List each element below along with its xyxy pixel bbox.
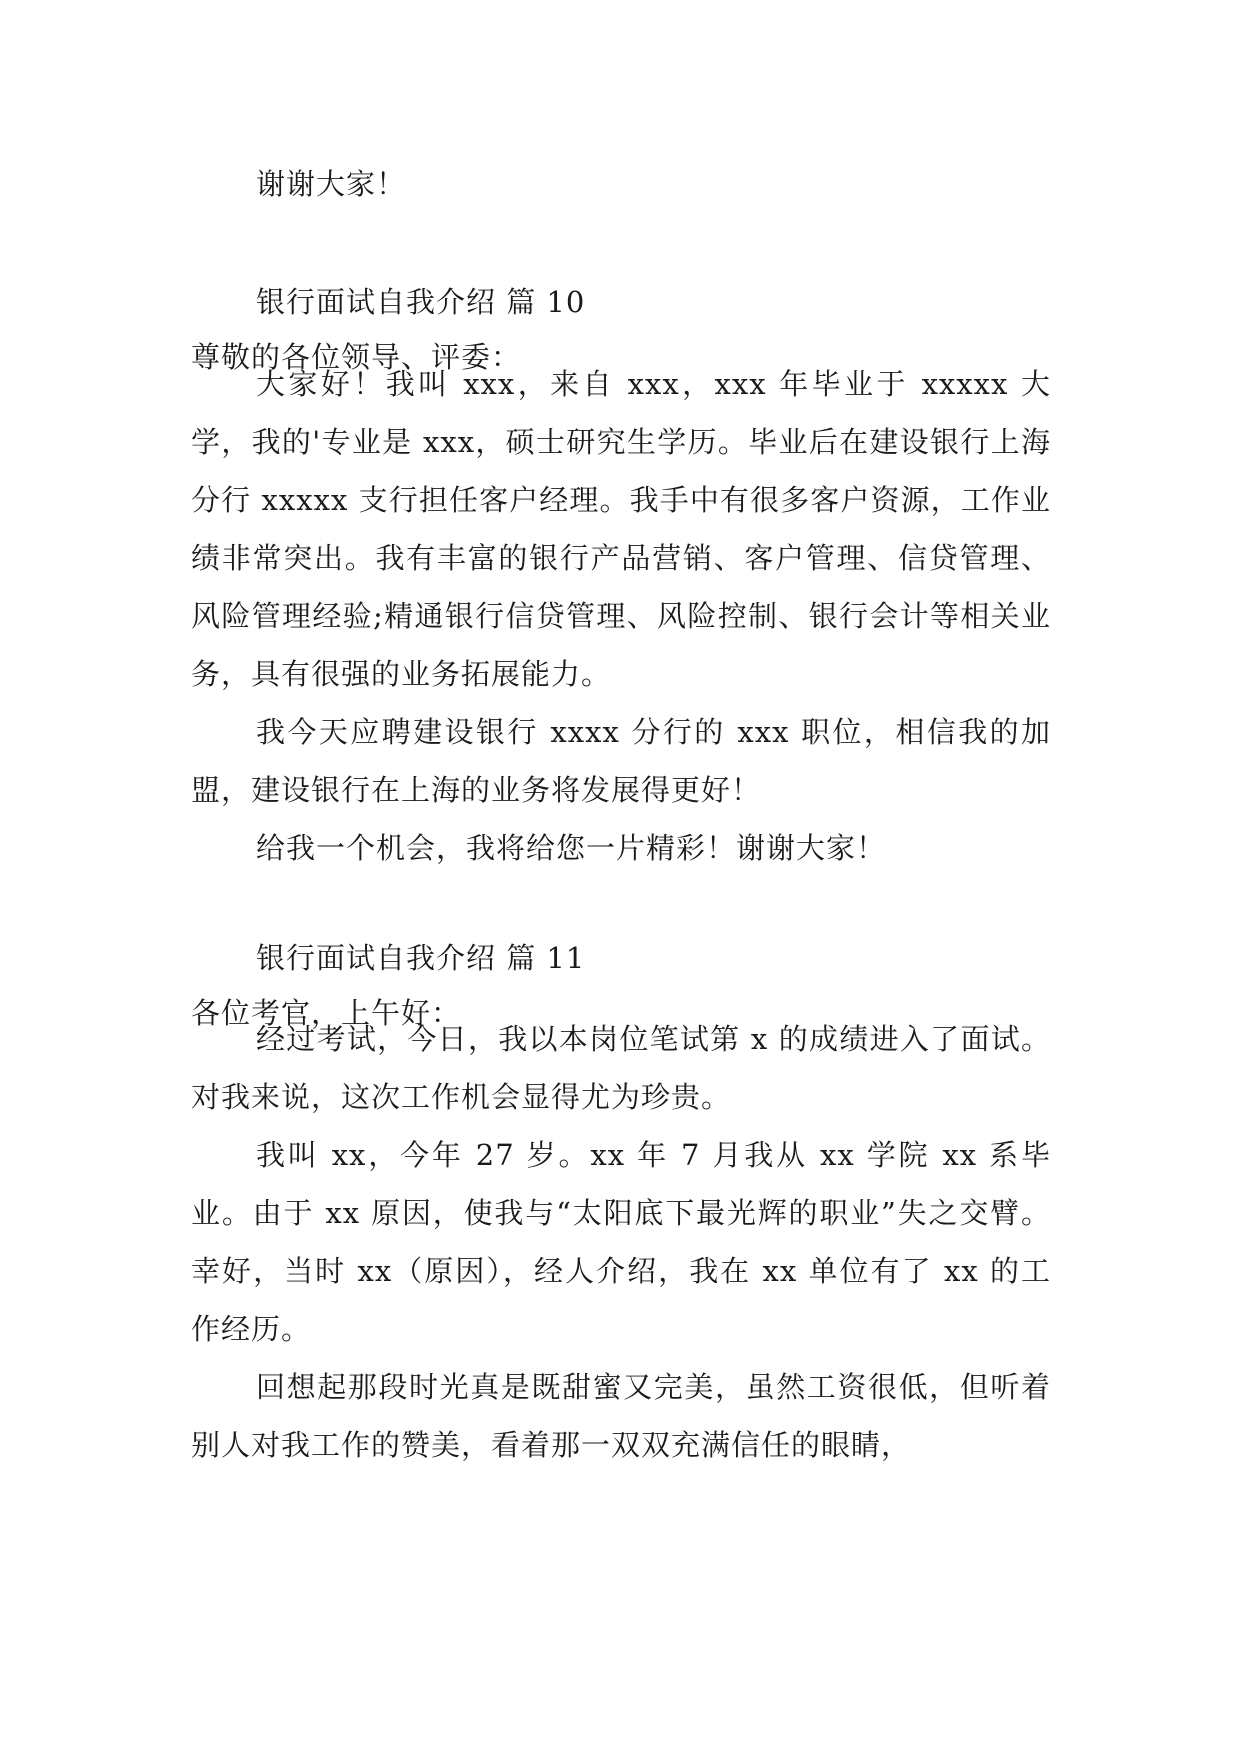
section-11-paragraph-1: 经过考试，今日，我以本岗位笔试第 x 的成绩进入了面试。对我来说，这次工作机会显得尤为珍贵。 <box>191 1022 1051 1114</box>
section-10-heading: 银行面试自我介绍 篇 10 <box>256 285 586 319</box>
section-11-heading: 银行面试自我介绍 篇 11 <box>256 941 586 975</box>
section-10-paragraph-1: 大家好！我叫 xxx，来自 xxx，xxx 年毕业于 xxxxx 大学，我的'专业是 xxx，硕士研究生学历。毕业后在建设银行上海分行 xxxxx 支行担任客户经理。我手中有很多客户资源，工作业绩非常突出。我有丰富的银行产品营销、客户管理、信贷管理、风险管理经验;精通银行信贷管理、风险控制、银行会计等相关业务，具有很强的业务拓展能力。 <box>191 367 1051 691</box>
closing-line: 谢谢大家！ <box>256 167 407 201</box>
section-10-paragraph-2: 我今天应聘建设银行 xxxx 分行的 xxx 职位，相信我的加盟，建设银行在上海的业务将发展得更好！ <box>191 715 1051 807</box>
section-10-paragraph-3: 给我一个机会，我将给您一片精彩！谢谢大家！ <box>256 831 887 865</box>
section-11-salutation: 各位考官，上午好： <box>191 996 462 1030</box>
section-11-paragraph-3: 回想起那段时光真是既甜蜜又完美，虽然工资很低，但听着别人对我工作的赞美，看着那一双双充满信任的眼睛， <box>191 1370 1051 1462</box>
section-11-paragraph-2: 我叫 xx，今年 27 岁。xx 年 7 月我从 xx 学院 xx 系毕业。由于 xx 原因，使我与“太阳底下最光辉的职业”失之交臂。幸好，当时 xx（原因），经人介绍，我在 xx 单位有了 xx 的工作经历。 <box>191 1138 1051 1346</box>
section-10-salutation: 尊敬的各位领导、评委： <box>191 340 522 374</box>
